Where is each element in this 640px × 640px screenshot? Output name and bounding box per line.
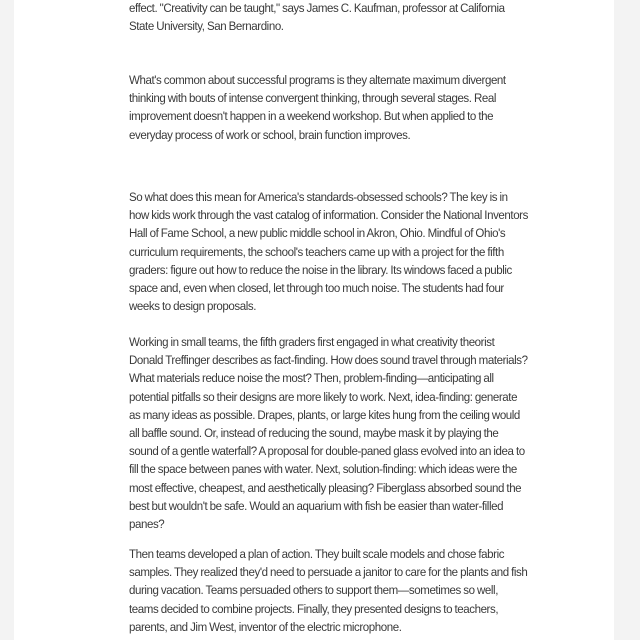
paragraph-plan-of-action: Then teams developed a plan of action. They built scale models and chose fabric samples. They realized they'd need to persuade a janitor to care for the plants and fish during vacation. Teams persuaded others to support them—sometimes so well, teams decided to combine projects. Finally, they presented designs to teachers, parents, and Jim West, inventor of the electric microphone.	[129, 547, 528, 634]
paragraph-fifth-graders-teams: Working in small teams, the fifth graders first engaged in what creativity theorist Donald Treffinger describes as fact-finding. How does sound travel through materials? What materials reduce noise the most? Then, problem-finding—anticipating all potential pitfalls so their designs are more likely to work. Next, idea-finding: generate as many ideas as possible. Drapes, plants, or large kites hung from the ceiling would all baffle sound. Or, instead of reducing the sound, maybe mask it by playing the sound of a gentle waterfall? A proposal for double-paned glass evolved into an idea to fill the space between panes with water. Next, solution-finding: which ideas were the most effective, cheapest, and aesthetically pleasing? Fiberglass absorbed sound the best but wouldn't be safe. Would an aquarium with fish be easier than water-filled panes?	[129, 335, 528, 532]
paragraph-successful-programs: What's common about successful programs is they alternate maximum divergent thinking with bouts of intense convergent thinking, through several stages. Real improvement doesn't happen in a weekend workshop. But when applied to the everyday process of work or school, brain function improves.	[129, 73, 506, 142]
paragraph-kaufman-quote: effect. "Creativity can be taught," says James C. Kaufman, professor at California State University, San Bernardino.	[129, 1, 505, 34]
paragraph-inventors-hall-of-fame-school: So what does this mean for America's standards-obsessed schools? The key is in how kids work through the vast catalog of information. Consider the National Inventors Hall of Fame School, a new public middle school in Akron, Ohio. Mindful of Ohio's curriculum requirements, the school's teachers came up with a project for the fifth graders: figure out how to reduce the noise in the library. Its windows faced a public space and, even when closed, let through too much noise. The students had four weeks to design proposals.	[129, 190, 528, 314]
document-page	[14, 0, 614, 640]
